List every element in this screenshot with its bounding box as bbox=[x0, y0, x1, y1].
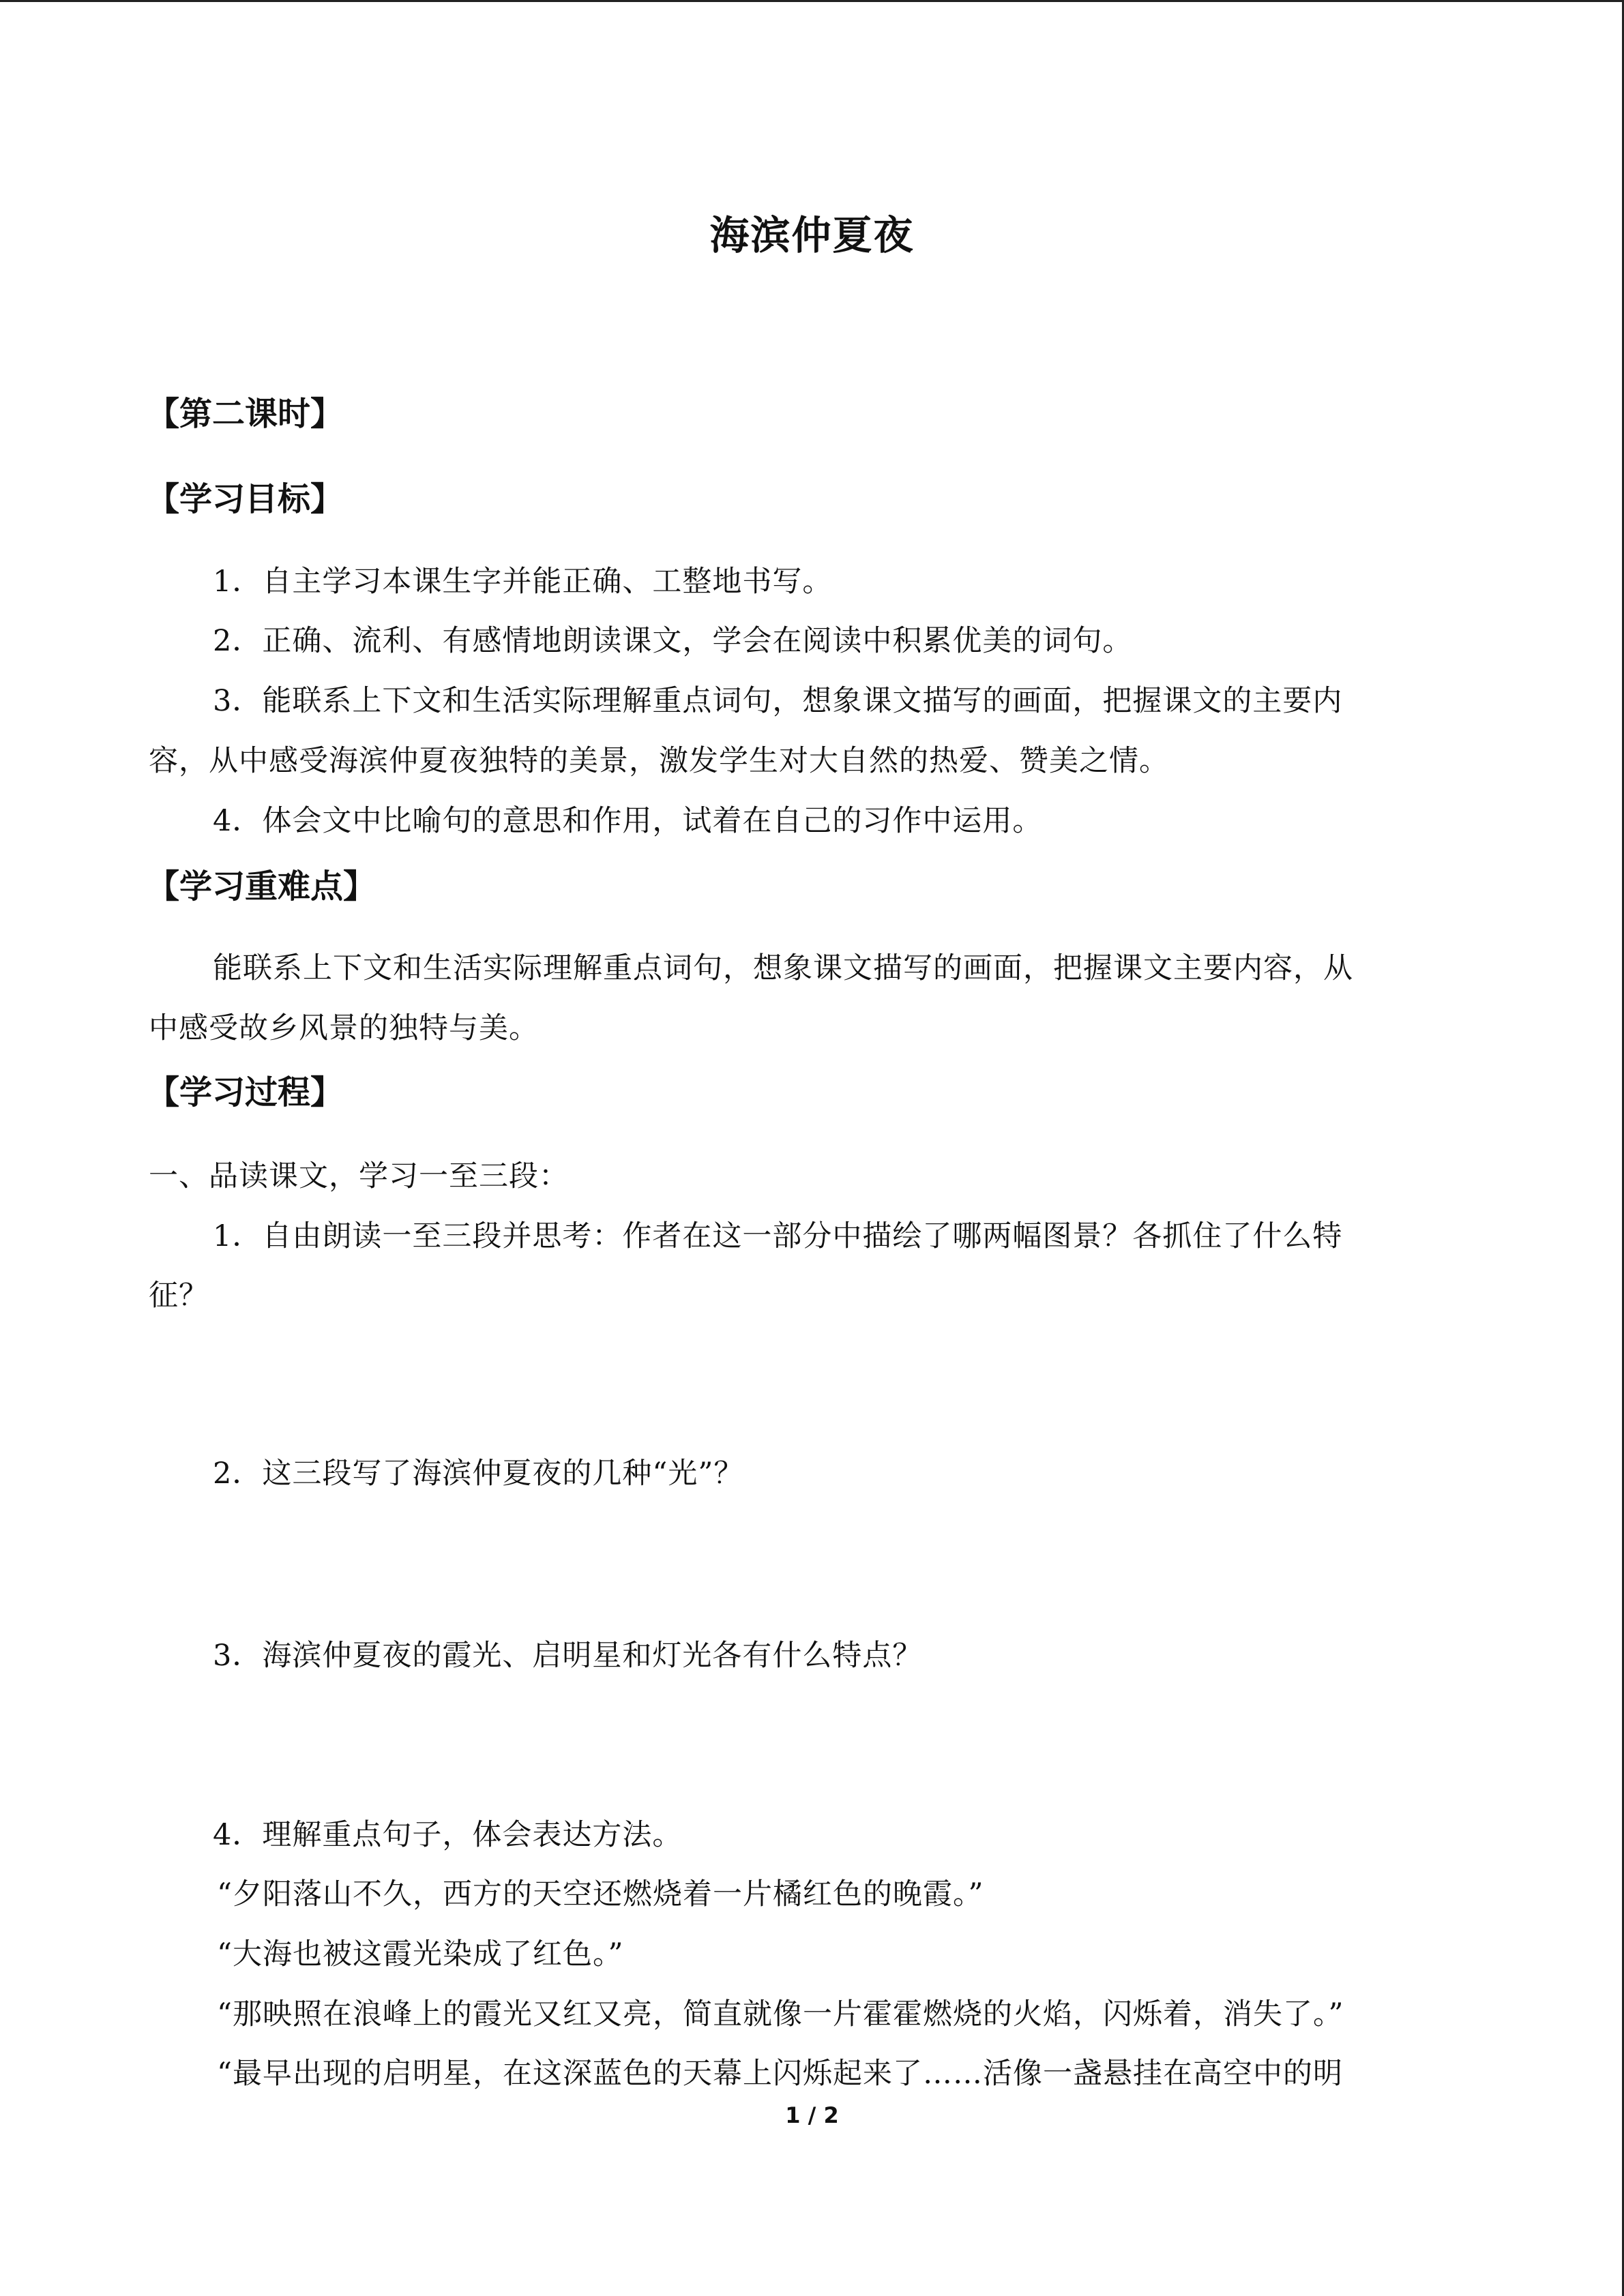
objective-4: 4．体会文中比喻句的意思和作用，试着在自己的习作中运用。 bbox=[213, 804, 1043, 838]
question-2: 2．这三段写了海滨仲夏夜的几种“光”？ bbox=[213, 1457, 744, 1491]
quote-4: “最早出现的启明星，在这深蓝色的天幕上闪烁起来了……活像一盏悬挂在高空中的明 bbox=[217, 2057, 1343, 2091]
objective-2: 2．正确、流利、有感情地朗读课文，学会在阅读中积累优美的词句。 bbox=[213, 624, 1133, 658]
document-title: 海滨仲夏夜 bbox=[709, 212, 915, 258]
quote-3: “那映照在浪峰上的霞光又红又亮，简直就像一片霍霍燃烧的火焰，闪烁着，消失了。” bbox=[217, 1997, 1344, 2031]
process-heading: 【学习过程】 bbox=[147, 1073, 344, 1112]
quote-1: “夕阳落山不久，西方的天空还燃烧着一片橘红色的晚霞。” bbox=[217, 1877, 984, 1911]
objective-1: 1．自主学习本课生字并能正确、工整地书写。 bbox=[213, 565, 833, 599]
question-3: 3．海滨仲夏夜的霞光、启明星和灯光各有什么特点？ bbox=[213, 1639, 923, 1673]
objective-3: 3．能联系上下文和生活实际理解重点词句，想象课文描写的画面，把握课文的主要内 bbox=[213, 684, 1343, 718]
lesson-heading: 【第二课时】 bbox=[147, 395, 344, 433]
page-border-top bbox=[0, 0, 1624, 2]
difficulty-line-1: 能联系上下文和生活实际理解重点词句，想象课文描写的画面，把握课文主要内容，从 bbox=[213, 951, 1353, 985]
part-one-heading: 一、品读课文，学习一至三段： bbox=[149, 1159, 569, 1193]
question-1: 1．自由朗读一至三段并思考：作者在这一部分中描绘了哪两幅图景？各抓住了什么特 bbox=[213, 1219, 1343, 1253]
page-number: 1 / 2 bbox=[785, 2102, 839, 2128]
quote-2: “大海也被这霞光染成了红色。” bbox=[217, 1937, 624, 1971]
difficulty-line-2: 中感受故乡风景的独特与美。 bbox=[149, 1011, 539, 1045]
objective-3-continued: 容，从中感受海滨仲夏夜独特的美景，激发学生对大自然的热爱、赞美之情。 bbox=[149, 744, 1169, 778]
question-4: 4．理解重点句子，体会表达方法。 bbox=[213, 1818, 683, 1852]
objectives-heading: 【学习目标】 bbox=[147, 480, 344, 518]
question-1-continued: 征？ bbox=[149, 1279, 209, 1313]
difficulty-heading: 【学习重难点】 bbox=[147, 867, 377, 906]
